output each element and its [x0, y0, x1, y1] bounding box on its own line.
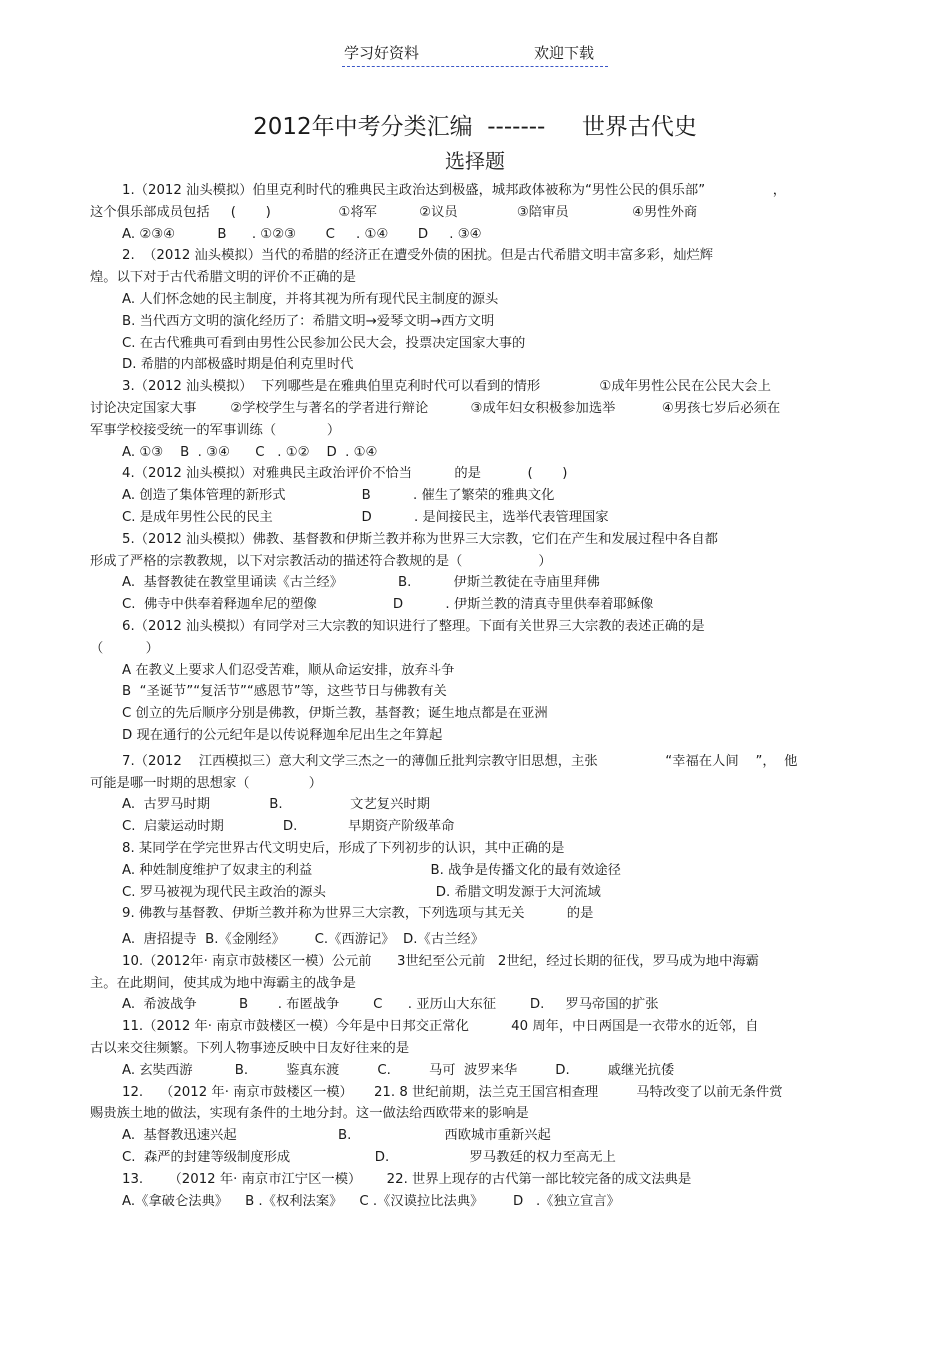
- text-line: A. 种姓制度维护了奴隶主的利益 B. 战争是传播文化的最有效途径: [122, 862, 621, 878]
- text-line: A. 玄奘西游 B. 鉴真东渡 C. 马可 波罗来华 D. 戚继光抗倭: [122, 1062, 675, 1078]
- text-line: 6.（2012 汕头模拟）有同学对三大宗教的知识进行了整理。下面有关世界三大宗教的表述正确的是: [122, 618, 705, 634]
- text-line: 4.（2012 汕头模拟）对雅典民主政治评价不恰当 的是 ( ): [122, 466, 568, 482]
- text-line: 形成了严格的宗教教规，以下对宗教活动的描述符合教规的是（ ）: [90, 553, 552, 569]
- text-line: A. 基督教迅速兴起 B. 西欧城市重新兴起: [122, 1128, 551, 1144]
- text-line: 军事学校接受统一的军事训练（ ）: [90, 422, 341, 438]
- text-line: 这个俱乐部成员包括 ( ) ①将军 ②议员 ③陪审员 ④男性外商: [90, 204, 698, 220]
- text-line: A.《拿破仑法典》 B .《权利法案》 C .《汉谟拉比法典》 D .《独立宣言》: [122, 1193, 620, 1209]
- text-line: 1.（2012 汕头模拟）伯里克利时代的雅典民主政治达到极盛，城邦政体被称为“男性公民的俱乐部” ，: [122, 183, 787, 198]
- text-line: 古以来交往频繁。下列人物事迹反映中日友好往来的是: [90, 1041, 410, 1057]
- text-line: C. 在古代雅典可看到由男性公民参加公民大会，投票决定国家大事的: [122, 335, 526, 351]
- text-line: B “圣诞节”“复活节”“感恩节”等，这些节日与佛教有关: [122, 684, 447, 700]
- text-line: C 创立的先后顺序分别是佛教，伊斯兰教，基督教；诞生地点都是在亚洲: [122, 706, 548, 722]
- text-line: C. 启蒙运动时期 D. 早期资产阶级革命: [122, 819, 455, 835]
- text-line: D. 希腊的内部极盛时期是伯利克里时代: [122, 357, 354, 373]
- text-line: 讨论决定国家大事 ②学校学生与著名的学者进行辩论 ③成年妇女积极参加选举 ④男孩七岁后必须在: [90, 400, 781, 416]
- text-line: 11.（2012 年· 南京市鼓楼区一模）今年是中日邦交正常化 40 周年，中日两国是一衣带水的近邻，自: [122, 1019, 759, 1035]
- text-line: 可能是哪一时期的思想家（ ）: [90, 775, 323, 791]
- text-line: 煌。以下对于古代希腊文明的评价不正确的是: [90, 270, 356, 286]
- text-line: C. 森严的封建等级制度形成 D. 罗马教廷的权力至高无上: [122, 1150, 616, 1166]
- header-left-text: 学习好资料: [344, 44, 420, 62]
- document-title: 2012年中考分类汇编 ------- 世界古代史: [253, 114, 697, 140]
- text-line: 5.（2012 汕头模拟）佛教、基督教和伊斯兰教并称为世界三大宗教，它们在产生和发展过程中各自都: [122, 531, 718, 547]
- text-line: 12. （2012 年· 南京市鼓楼区一模） 21. 8 世纪前期，法兰克王国宫相查理 马特改变了以前无条件赏: [122, 1084, 783, 1100]
- text-line: A. 唐招提寺 B.《金刚经》 C.《西游记》 D.《古兰经》: [122, 932, 485, 948]
- text-line: 赐贵族土地的做法，实现有条件的土地分封。这一做法给西欧带来的影响是: [90, 1106, 529, 1122]
- text-line: A. 人们怀念她的民主制度，并将其视为所有现代民主制度的源头: [122, 291, 499, 307]
- text-line: A. 创造了集体管理的新形式 B . 催生了繁荣的雅典文化: [122, 488, 555, 504]
- text-line: A 在教义上要求人们忍受苦难，顺从命运安排，放弃斗争: [122, 662, 455, 678]
- text-line: C. 罗马被视为现代民主政治的源头 D. 希腊文明发源于大河流域: [122, 884, 601, 900]
- section-heading: 选择题: [445, 149, 505, 173]
- text-line: 3.（2012 汕头模拟） 下列哪些是在雅典伯里克利时代可以看到的情形 ①成年男性公民在公民大会上: [122, 379, 771, 395]
- text-line: 2. （2012 汕头模拟）当代的希腊的经济正在遭受外债的困扰。但是古代希腊文明丰富多彩，灿烂辉: [122, 248, 714, 264]
- text-line: C. 佛寺中供奉着释迦牟尼的塑像 D . 伊斯兰教的清真寺里供奉着耶稣像: [122, 597, 654, 613]
- text-line: B. 当代西方文明的演化经历了：希腊文明→爱琴文明→西方文明: [122, 313, 495, 329]
- page-header: [0, 42, 950, 66]
- text-line: 13. （2012 年· 南京市江宁区一模） 22. 世界上现存的古代第一部比较完备的成文法典是: [122, 1171, 692, 1187]
- text-line: 9. 佛教与基督教、伊斯兰教并称为世界三大宗教，下列选项与其无关 的是: [122, 906, 594, 922]
- text-line: （ ）: [90, 640, 159, 656]
- text-line: 主。在此期间，使其成为地中海霸主的战争是: [90, 975, 356, 991]
- text-line: D 现在通行的公元纪年是以传说释迦牟尼出生之年算起: [122, 727, 443, 743]
- text-line: A. 希波战争 B . 布匿战争 C . 亚历山大东征 D. 罗马帝国的扩张: [122, 997, 659, 1013]
- text-line: 7.（2012 江西模拟三）意大利文学三杰之一的薄伽丘批判宗教守旧思想，主张 “幸福在人间 ”， 他: [122, 753, 798, 769]
- header-divider: [342, 66, 608, 67]
- text-line: A. 古罗马时期 B. 文艺复兴时期: [122, 797, 430, 813]
- text-line: A. ②③④ B . ①②③ C . ①④ D . ③④: [122, 226, 482, 242]
- text-line: 10.（2012年· 南京市鼓楼区一模）公元前 3世纪至公元前 2世纪，经过长期的征伐，罗马成为地中海霸: [122, 953, 759, 969]
- header-right-text: 欢迎下载: [534, 44, 595, 62]
- text-line: A. 基督教徒在教堂里诵读《古兰经》 B. 伊斯兰教徒在寺庙里拜佛: [122, 575, 600, 591]
- text-line: A. ①③ B . ③④ C . ①② D . ①④: [122, 444, 378, 460]
- text-line: 8. 某同学在学完世界古代文明史后，形成了下列初步的认识，其中正确的是: [122, 840, 565, 856]
- text-line: C. 是成年男性公民的民主 D . 是间接民主，选举代表管理国家: [122, 509, 609, 525]
- question-list: [90, 180, 862, 1212]
